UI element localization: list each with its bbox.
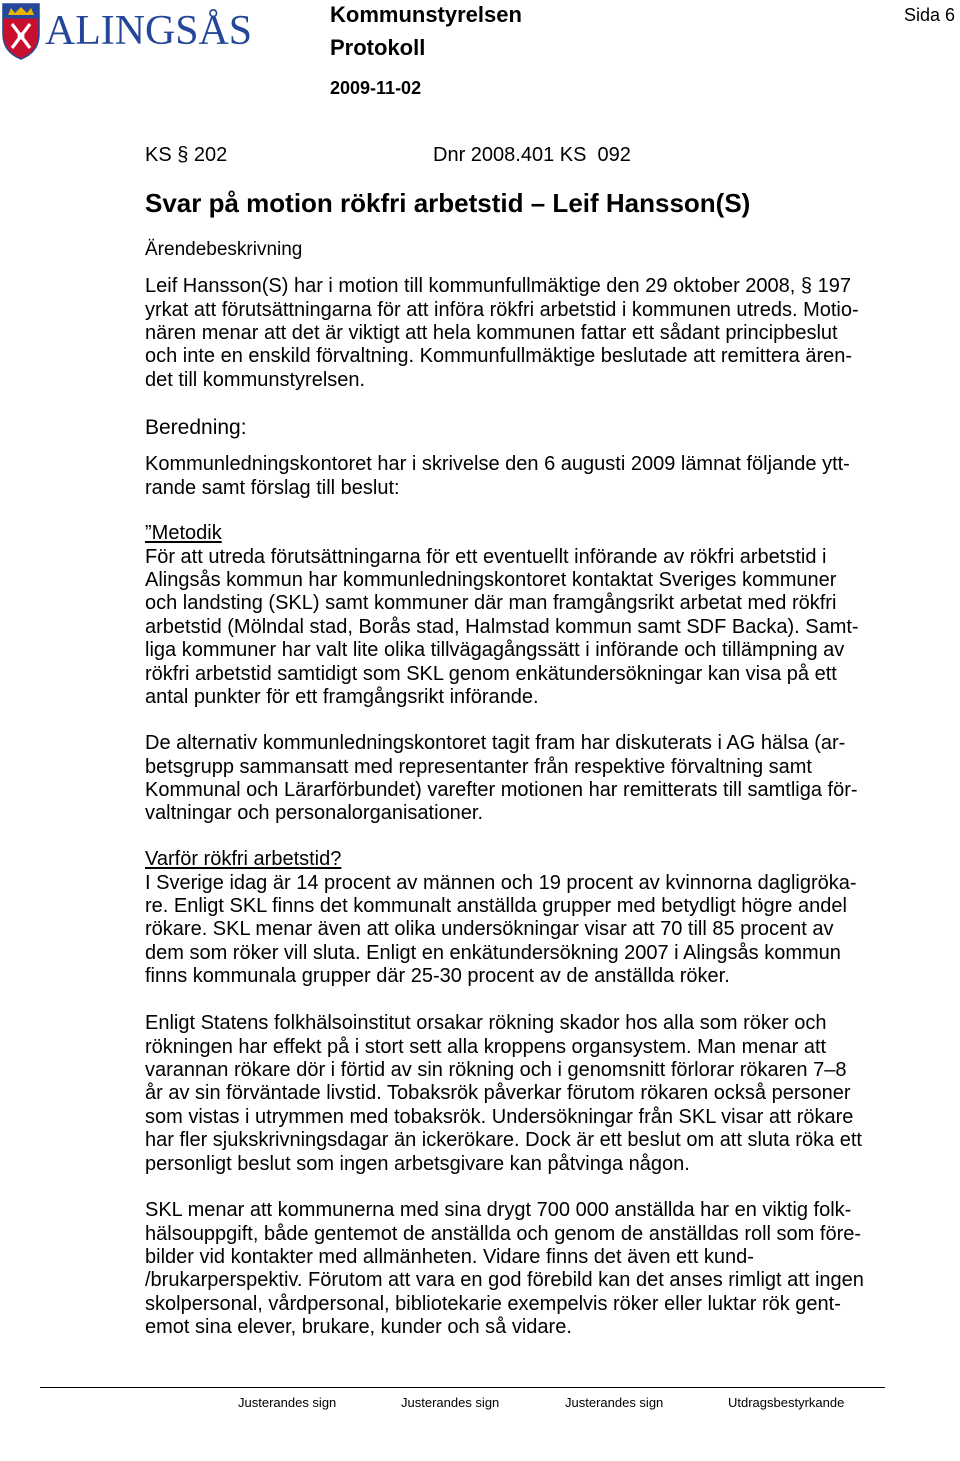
text-line: år av sin förväntade livstid. Tobaksrök påverkar förutom rökaren också personer <box>145 1082 851 1105</box>
text-line: varannan rökare dör i förtid av sin rökning och i genomsnitt förlorar rökaren 7–8 <box>145 1059 847 1082</box>
footer-justerandes-sign-1: Justerandes sign <box>238 1395 337 1410</box>
heading-arendebeskrivning: Ärendebeskrivning <box>145 239 303 260</box>
text-line: rökare. SKL menar även att olika undersökningar visar att 70 till 85 procent av <box>145 918 834 941</box>
signature-footer <box>40 1387 885 1428</box>
document-type: Protokoll <box>330 35 426 60</box>
text-line: arbetstid (Mölndal stad, Borås stad, Halmstad kommun samt SDF Backa). Samt- <box>145 615 859 638</box>
text-line: personligt beslut som ingen arbetsgivare kan påtvinga någon. <box>145 1152 690 1175</box>
text-line: liga kommuner har valt lite olika tillvägagångssätt i införande och tillämpning av <box>145 639 845 662</box>
text-line: det till kommunstyrelsen. <box>145 368 366 391</box>
text-line: antal punkter för ett framgångsrikt införande. <box>145 686 539 709</box>
subheading-varfor: Varför rökfri arbetstid? <box>145 848 342 871</box>
paragraph-varfor <box>145 848 857 988</box>
meeting-date: 2009-11-02 <box>330 78 422 98</box>
text-line: rökfri arbetstid samtidigt som SKL genom enkätundersökningar kan visa på ett <box>145 662 837 685</box>
committee-name: Kommunstyrelsen <box>330 2 522 27</box>
text-line: yrkat att förutsättningarna för att införa rökfri arbetstid i kommunen utreds. Motio- <box>145 298 859 321</box>
page-number: Sida 6 <box>903 5 955 25</box>
logo-wordmark-text: ALINGSÅS <box>45 8 252 52</box>
paragraph-beredning-intro <box>145 453 850 500</box>
paragraph-alternativ <box>145 732 858 826</box>
text-line: Kommunal och Lärarförbundet) varefter motionen har remitterats till samtliga för- <box>145 779 858 802</box>
logo-wordmark <box>44 2 258 52</box>
text-line: finns kommunala grupper där 25-30 procent av de anställda röker. <box>145 965 730 988</box>
text-line: emot sina elever, brukare, kunder och så vidare. <box>145 1316 572 1339</box>
text-line: Alingsås kommun har kommunledningskontoret kontaktat Sveriges kommuner <box>145 569 837 592</box>
case-title: Svar på motion rökfri arbetstid – Leif Hansson(S) <box>145 188 751 218</box>
footer-justerandes-sign-2: Justerandes sign <box>401 1395 500 1410</box>
text-line: nären menar att det är viktigt att hela kommunen fattar ett sådant principbeslut <box>145 322 838 345</box>
paragraph-skl <box>145 1199 864 1339</box>
text-line: skolpersonal, vårdpersonal, bibliotekarie exempelvis röker eller luktar rök gent- <box>145 1292 841 1315</box>
text-line: som vistas i utrymmen med tobaksrök. Undersökningar från SKL visar att rökare <box>145 1105 854 1128</box>
text-line: Leif Hansson(S) har i motion till kommunfullmäktige den 29 oktober 2008, § 197 <box>145 275 851 298</box>
ks-paragraph-number: KS § 202 <box>145 143 228 166</box>
text-line: hälsouppgift, både gentemot de anställda och genom de anställdas roll som före- <box>145 1222 862 1245</box>
text-line: och landsting (SKL) samt kommuner där man framgångsrikt arbetat med rökfri <box>145 592 837 615</box>
footer-empty-cell <box>40 1388 230 1428</box>
text-line: De alternativ kommunledningskontoret tagit fram har diskuterats i AG hälsa (ar- <box>145 732 846 755</box>
paragraph-metodik <box>145 522 859 709</box>
footer-utdragsbestyrkande: Utdragsbestyrkande <box>728 1395 845 1410</box>
footer-justerandes-sign-3: Justerandes sign <box>565 1395 664 1410</box>
text-line: har fler sjukskrivningsdagar än ickerökare. Dock är ett beslut om att sluta röka ett <box>145 1129 862 1152</box>
text-line: re. Enligt SKL finns det kommunalt anställda grupper med betydligt högre andel <box>145 895 847 918</box>
text-line: Enligt Statens folkhälsoinstitut orsakar rökning skador hos alla som röker och <box>145 1012 827 1035</box>
heading-beredning: Beredning: <box>145 416 247 439</box>
subheading-metodik: ”Metodik <box>145 522 222 545</box>
text-line: valtningar och personalorganisationer. <box>145 802 483 825</box>
paragraph-folkhalsa <box>145 1012 862 1176</box>
text-line: och inte en enskild förvaltning. Kommunfullmäktige beslutade att remittera ären- <box>145 345 853 368</box>
text-line: dem som röker vill sluta. Enligt en enkätundersökning 2007 i Alingsås kommun <box>145 941 841 964</box>
text-line: Kommunledningskontoret har i skrivelse den 6 augusti 2009 lämnat följande ytt- <box>145 453 850 476</box>
text-line: För att utreda förutsättningarna för ett eventuellt införande av rökfri arbetstid i <box>145 545 827 568</box>
text-line: SKL menar att kommunerna med sina drygt 700 000 anställda har en viktig folk- <box>145 1199 852 1222</box>
text-line: I Sverige idag är 14 procent av männen och 19 procent av kvinnorna dagligröka- <box>145 871 857 894</box>
diary-number: Dnr 2008.401 KS 092 <box>433 143 631 166</box>
text-line: /brukarperspektiv. Förutom att vara en god förebild kan det anses rimligt att ingen <box>145 1269 864 1292</box>
text-line: rökningen har effekt på i stort sett alla kroppens organsystem. Man menar att <box>145 1035 827 1058</box>
text-line: bilder vid kontakter med allmänheten. Vidare finns det även ett kund- <box>145 1246 754 1269</box>
text-line: betsgrupp sammansatt med representanter från respektive förvaltning samt <box>145 755 812 778</box>
text-line: rande samt förslag till beslut: <box>145 476 400 499</box>
paragraph-arendebeskrivning <box>145 275 859 392</box>
coat-of-arms-icon <box>2 3 40 60</box>
